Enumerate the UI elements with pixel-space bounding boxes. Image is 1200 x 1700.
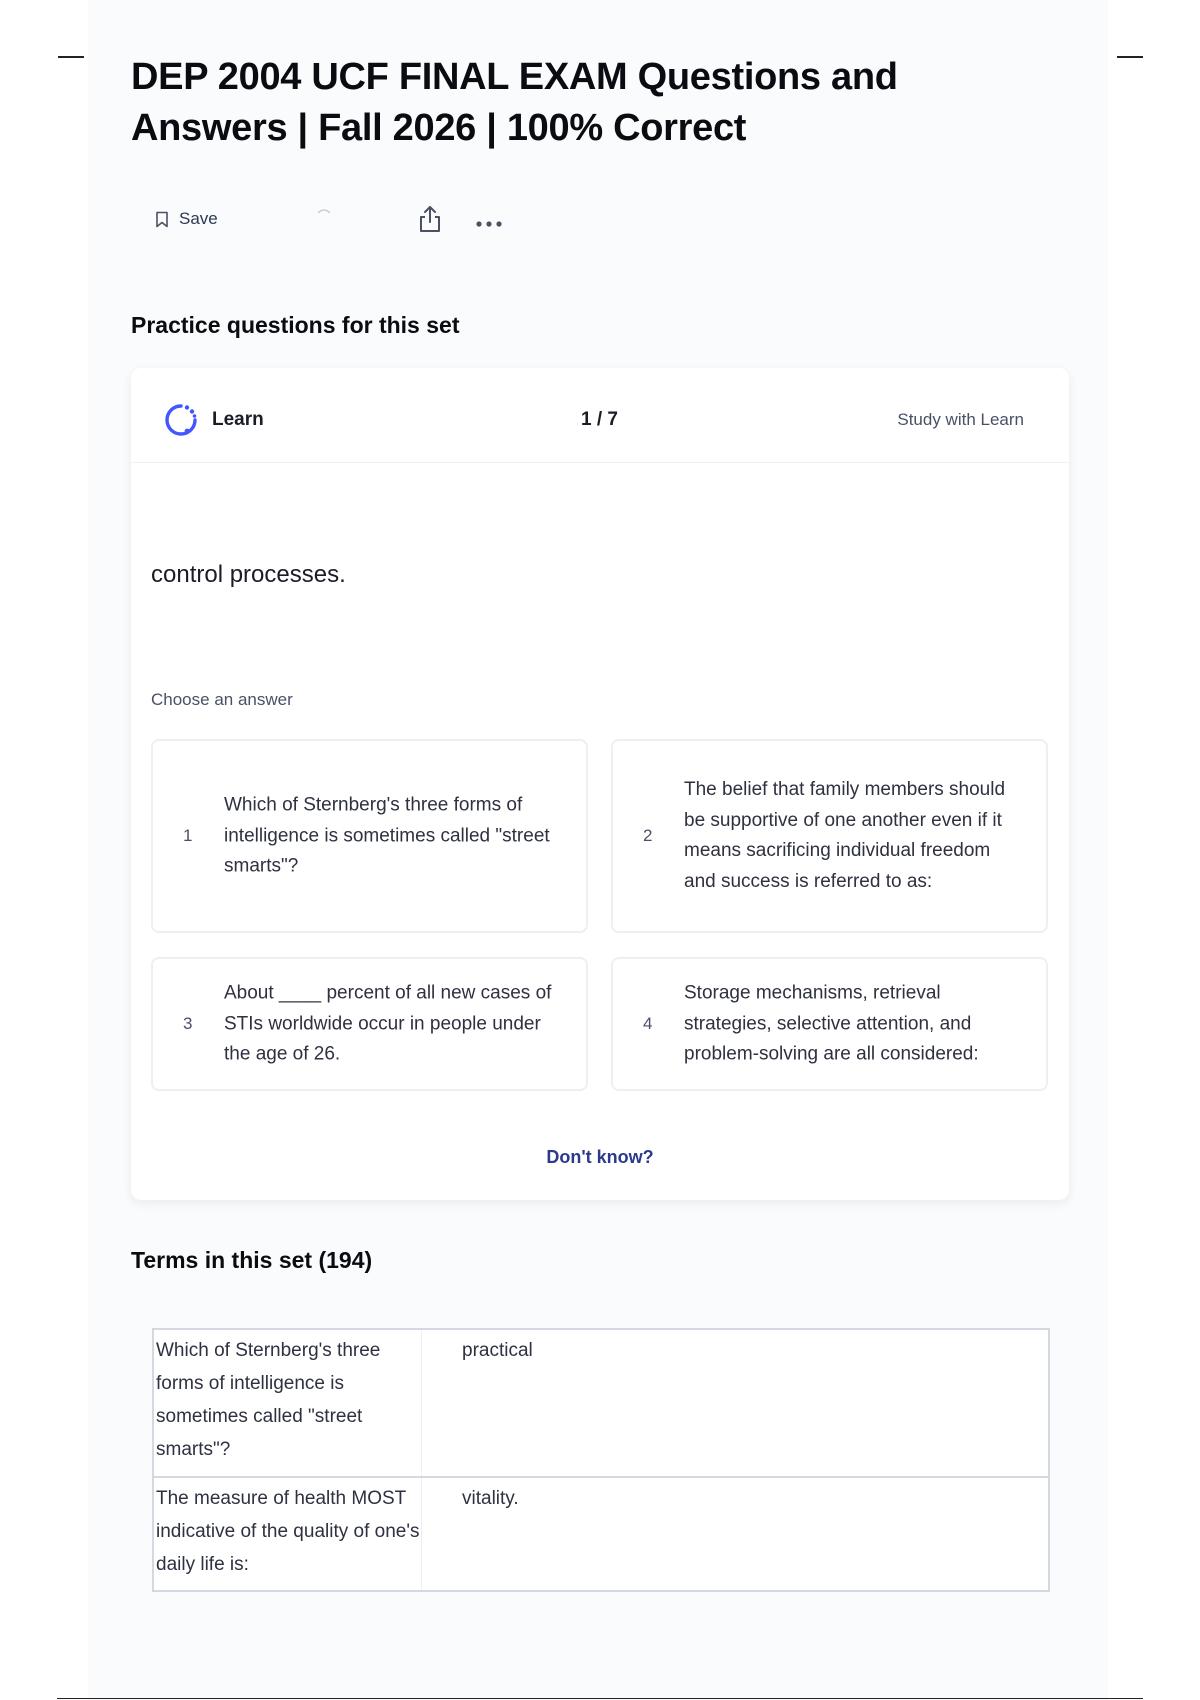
corner-mark-left <box>58 56 84 58</box>
answer-option-3[interactable] <box>151 957 588 1091</box>
learn-card <box>131 368 1069 1200</box>
learn-header <box>131 368 1069 463</box>
page-title: DEP 2004 UCF FINAL EXAM Questions and Answers | Fall 2026 | 100% Correct <box>131 56 898 149</box>
terms-heading: Terms in this set (194) <box>131 1247 373 1273</box>
learn-label: Learn <box>212 409 264 430</box>
option-text: About ____ percent of all new cases of STIs worldwide occur in people under the age of 26. <box>224 982 552 1065</box>
option-text: Which of Sternberg's three forms of intelligence is sometimes called "street smarts"? <box>224 794 550 877</box>
save-button[interactable] <box>155 209 218 229</box>
learn-icon <box>163 402 199 438</box>
option-number: 3 <box>183 1014 193 1033</box>
option-number: 2 <box>643 826 653 845</box>
definition-text: practical <box>462 1340 533 1361</box>
answer-option-2[interactable] <box>611 739 1048 933</box>
question-progress: 1 / 7 <box>581 409 618 430</box>
choose-answer-label: Choose an answer <box>151 690 293 709</box>
term-text: Which of Sternberg's three forms of intelligence is sometimes called "street smarts"? <box>154 1330 422 1476</box>
definition-text: vitality. <box>462 1488 519 1509</box>
term-text: The measure of health MOST indicative of the quality of one's daily life is: <box>154 1478 422 1590</box>
share-icon <box>417 205 443 233</box>
question-prompt: control processes. <box>151 561 346 588</box>
corner-mark-right <box>1117 56 1143 58</box>
more-options-icon <box>475 220 503 228</box>
study-with-learn-link[interactable]: Study with Learn <box>897 410 1024 429</box>
option-text: The belief that family members should be supportive of one another even if it means sacrificing individual freedom and success is referred to as: <box>684 779 1006 892</box>
dont-know-button[interactable]: Don't know? <box>546 1147 654 1167</box>
answer-option-4[interactable] <box>611 957 1048 1091</box>
practice-heading: Practice questions for this set <box>131 312 460 338</box>
answer-option-1[interactable] <box>151 739 588 933</box>
term-row <box>154 1330 1048 1478</box>
save-label: Save <box>179 209 218 228</box>
share-button[interactable] <box>417 205 443 238</box>
terms-table <box>152 1328 1050 1592</box>
term-row <box>154 1478 1048 1590</box>
more-options-button[interactable] <box>475 215 503 233</box>
bottom-rule <box>57 1698 1143 1699</box>
option-text: Storage mechanisms, retrieval strategies, selective attention, and problem-solving are all considered: <box>684 982 979 1065</box>
option-number: 1 <box>183 826 193 845</box>
loading-icon <box>316 207 332 215</box>
bookmark-icon <box>155 211 169 228</box>
option-number: 4 <box>643 1014 653 1033</box>
set-toolbar <box>155 205 515 239</box>
